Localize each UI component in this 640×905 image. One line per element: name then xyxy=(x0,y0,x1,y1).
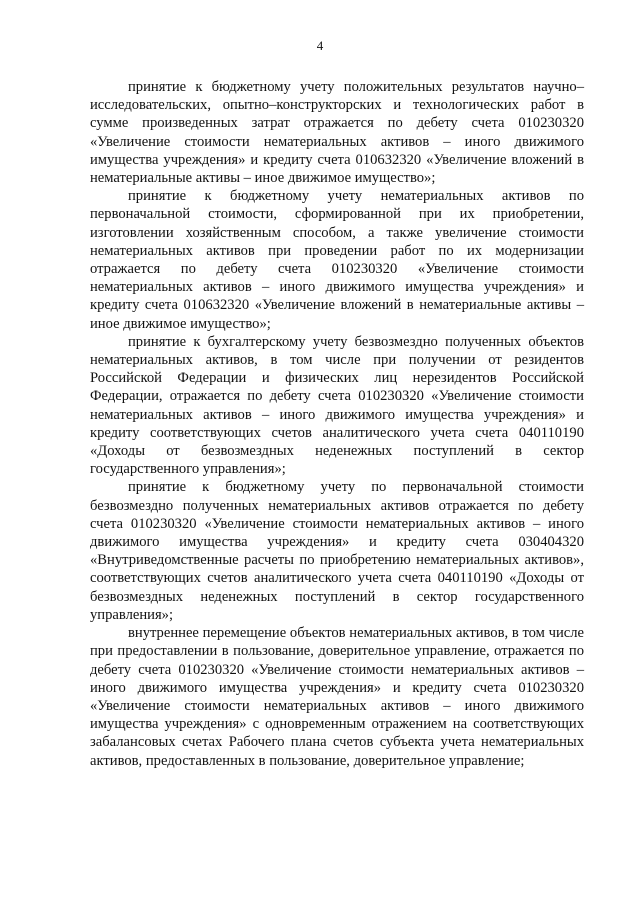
document-body xyxy=(90,78,584,770)
paragraph-2: принятие к бюджетному учету нематериальных активов по первоначальной стоимости, сформированной при их приобретении, изготовлении хозяйственным способом, а также увеличение стоимости нематериальных активов при проведении работ по их модернизации отражается по дебету счета 010230320 «Увеличение стоимости нематериальных активов – иного движимого имущества учреждения» и кредиту счета 010632320 «Увеличение вложений в нематериальные активы – иное движимое имущество»; xyxy=(90,188,584,332)
paragraph-3: принятие к бухгалтерскому учету безвозмездно полученных объектов нематериальных активов, в том числе при получении от резидентов Российской Федерации и физических лиц нерезидентов Российской Федерации, отражается по дебету счета 010230320 «Увеличение стоимости нематериальных активов – иного движимого имущества учреждения» и кредиту соответствующих счетов аналитического учета счета 040110190 «Доходы от безвозмездных неденежных поступлений в сектор государственного управления»; xyxy=(90,333,584,478)
page-number: 4 xyxy=(316,38,324,53)
paragraph-1: принятие к бюджетному учету положительных результатов научно–исследовательских, опытно–конструкторских и технологических работ в сумме произведенных затрат отражается по дебету счета 010230320 «Увеличение стоимости нематериальных активов – иного движимого имущества учреждения» и кредиту счета 010632320 «Увеличение вложений в нематериальные активы – иное движимое имущество»; xyxy=(90,79,584,187)
paragraph-4: принятие к бюджетному учету по первоначальной стоимости безвозмездно полученных нематериальных активов отражается по дебету счета 010230320 «Увеличение стоимости нематериальных активов – иного движимого имущества учреждения» и кредиту счета 030404320 «Внутриведомственные расчеты по приобретению нематериальных активов», соответствующих счетов аналитического учета счета 040110190 «Доходы от безвозмездных неденежных поступлений в сектор государственного управления»; xyxy=(90,479,584,623)
paragraph-5: внутреннее перемещение объектов нематериальных активов, в том числе при предоставлении в пользование, доверительное управление, отражается по дебету счета 010230320 «Увеличение стоимости нематериальных активов – иного движимого имущества учреждения» и кредиту счета 010230320 «Увеличение стоимости нематериальных активов – иного движимого имущества учреждения» с одновременным отражением на соответствующих забалансовых счетах Рабочего плана счетов субъекта учета нематериальных активов, предоставленных в пользование, доверительное управление; xyxy=(90,625,584,769)
